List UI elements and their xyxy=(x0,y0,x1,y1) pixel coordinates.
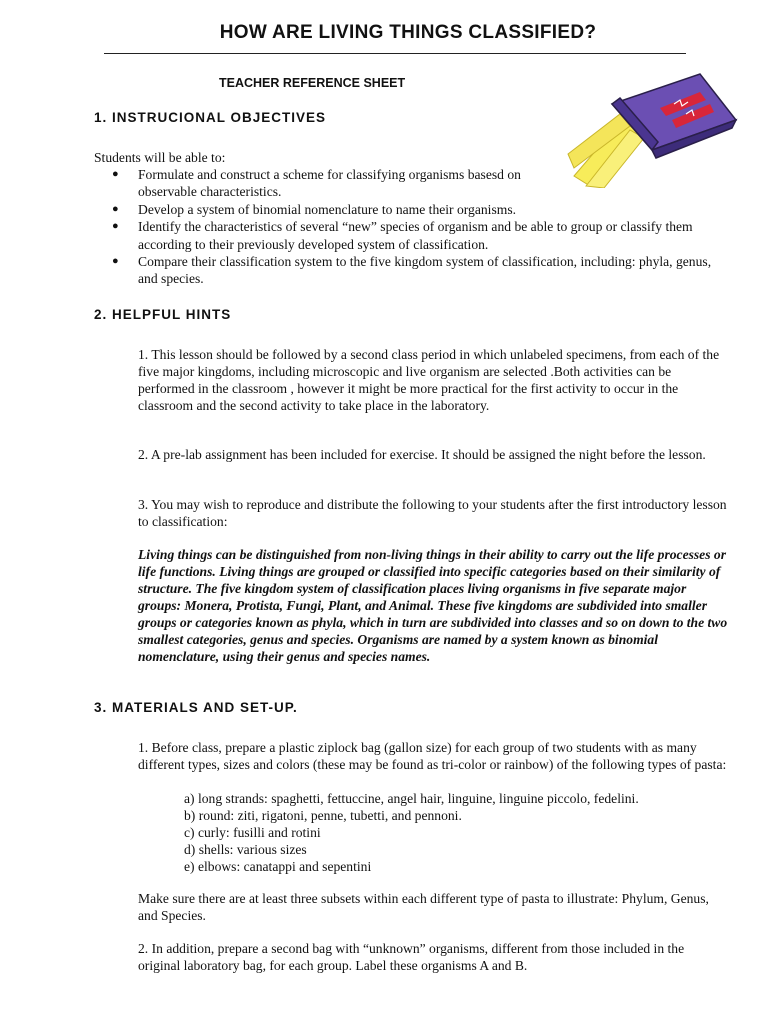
materials-paragraph-3: 2. In addition, prepare a second bag with “unknown” organisms, different from those included in the original laboratory bag, for each group. Label these organisms A and B. xyxy=(138,941,685,973)
bullet-icon: ● xyxy=(112,255,119,268)
hint-paragraph-3: 3. You may wish to reproduce and distribute the following to your students after the first introductory lesson to classification: xyxy=(138,497,727,529)
list-item: e) elbows: canatappi and sepentini xyxy=(184,859,372,874)
pasta-type-list xyxy=(184,790,639,875)
list-item: ● Formulate and construct a scheme for classifying organisms basesd on observable characteristics. xyxy=(112,167,521,200)
objectives-list xyxy=(112,166,728,288)
classification-summary: Living things can be distinguished from non-living things in their ability to carry out the life processes or life functions. Living things are grouped or classified into specific categories based on their similarity of structure. The five kingdom system of classification places living organisms in five separate major groups: Monera, Protista, Fungi, Plant, and Animal. These five kingdoms are subdivided into smaller groups or categories known as phyla, which in turn are subdivided into classes and so on down to the two smallest categories, genus and species. Organisms are named by a system known as binomial nomenclature, using their genus and species names. xyxy=(138,547,728,664)
section-heading-materials: 3. MATERIALS AND SET-UP. xyxy=(94,700,298,715)
hint-paragraph-2: 2. A pre-lab assignment has been included for exercise. It should be assigned the night before the lesson. xyxy=(138,447,706,462)
section-heading-objectives: 1. INSTRUCIONAL OBJECTIVES xyxy=(94,110,327,125)
page-subtitle: TEACHER REFERENCE SHEET xyxy=(219,76,406,90)
list-item: ● Develop a system of binomial nomenclature to name their organisms. xyxy=(112,201,517,217)
bullet-icon: ● xyxy=(112,220,119,233)
list-item: ● Identify the characteristics of several “new” species of organism and be able to group or classify them according to their previously developed system of classification. xyxy=(112,219,693,252)
hint-paragraph-1: 1. This lesson should be followed by a second class period in which unlabeled specimens, from each of the five major kingdoms, including microscopic and live organism are selected .Both activities can be performed in the classroom , however it might be more practical for the first activity to occur in the classroom and the second activity to take place in the laboratory. xyxy=(138,347,720,413)
materials-paragraph-2: Make sure there are at least three subsets within each different type of pasta to illustrate: Phylum, Genus, and Species. xyxy=(138,891,709,923)
list-item: a) long strands: spaghetti, fettuccine, angel hair, linguine, linguine piccolo, fedelini. xyxy=(184,791,639,806)
list-item: b) round: ziti, rigatoni, penne, tubetti, and pennoni. xyxy=(184,808,462,823)
section-heading-hints: 2. HELPFUL HINTS xyxy=(94,307,232,322)
bullet-icon: ● xyxy=(112,168,119,180)
page-title: HOW ARE LIVING THINGS CLASSIFIED? xyxy=(219,22,597,43)
title-rule xyxy=(104,53,686,54)
materials-paragraph-1: 1. Before class, prepare a plastic ziplock bag (gallon size) for each group of two students with as many different types, sizes and colors (these may be found as tri-color or rainbow) of the following types of pasta: xyxy=(138,740,727,772)
list-item: c) curly: fusilli and rotini xyxy=(184,825,321,840)
list-item: ● Compare their classification system to the five kingdom system of classification, including: phyla, genus, and species. xyxy=(112,254,712,287)
bullet-icon: ● xyxy=(112,202,119,215)
objectives-intro: Students will be able to: xyxy=(94,150,226,165)
list-item: d) shells: various sizes xyxy=(184,842,307,857)
